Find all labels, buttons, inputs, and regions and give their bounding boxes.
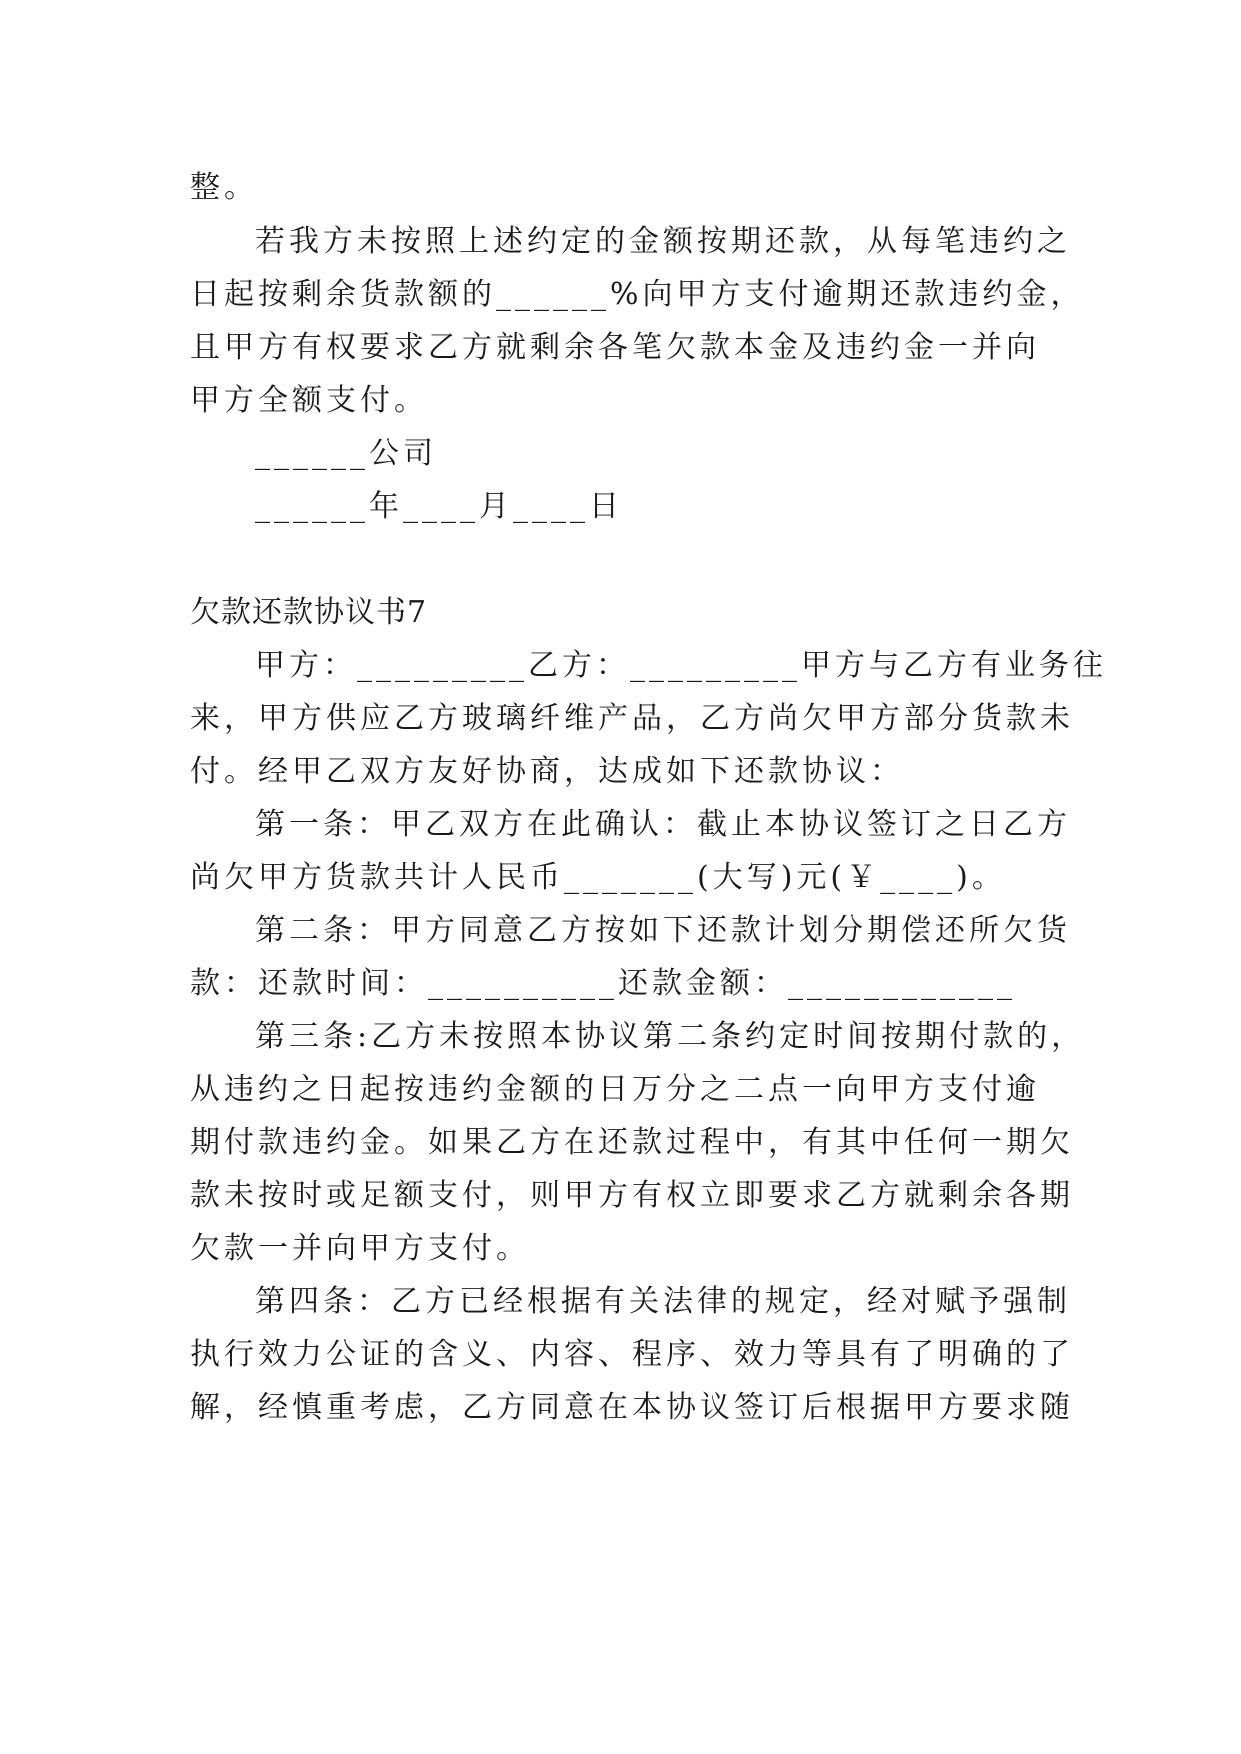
text-line: 且甲方有权要求乙方就剩余各笔欠款本金及违约金一并向: [190, 330, 1040, 365]
text-line: 解，经慎重考虑，乙方同意在本协议签订后根据甲方要求随: [190, 1390, 1074, 1425]
text-line: 款未按时或足额支付，则甲方有权立即要求乙方就剩余各期: [190, 1178, 1074, 1213]
date-line: ______年____月____日: [255, 489, 623, 524]
text-line: 欠款一并向甲方支付。: [190, 1231, 530, 1266]
paragraph-start: 甲方：_________乙方：_________甲方与乙方有业务往: [255, 648, 1107, 683]
text-line: 期付款违约金。如果乙方在还款过程中，有其中任何一期欠: [190, 1125, 1074, 1160]
text-line: 尚欠甲方货款共计人民币_______(大写)元(￥____)。: [190, 860, 1006, 895]
text-line: 整。: [190, 170, 258, 205]
text-line: 日起按剩余货款额的______%向甲方支付逾期还款违约金，: [190, 277, 1085, 312]
section-title: 欠款还款协议书7: [190, 595, 428, 630]
text-line: 执行效力公证的含义、内容、程序、效力等具有了明确的了: [190, 1337, 1074, 1372]
text-line: 款：还款时间：__________还款金额：____________: [190, 966, 1016, 1001]
company-signature-line: ______公司: [255, 436, 437, 471]
article-3: 第三条:乙方未按照本协议第二条约定时间按期付款的，: [255, 1019, 1086, 1054]
article-2: 第二条：甲方同意乙方按如下还款计划分期偿还所欠货: [255, 913, 1071, 948]
paragraph-start: 若我方未按照上述约定的金额按期还款，从每笔违约之: [255, 224, 1071, 259]
text-line: 从违约之日起按违约金额的日万分之二点一向甲方支付逾: [190, 1072, 1040, 1107]
article-1: 第一条：甲乙双方在此确认：截止本协议签订之日乙方: [255, 807, 1071, 842]
article-4: 第四条：乙方已经根据有关法律的规定，经对赋予强制: [255, 1284, 1071, 1319]
text-line: 来，甲方供应乙方玻璃纤维产品，乙方尚欠甲方部分货款未: [190, 701, 1074, 736]
text-line: 甲方全额支付。: [190, 383, 428, 418]
text-line: 付。经甲乙双方友好协商，达成如下还款协议：: [190, 754, 904, 789]
